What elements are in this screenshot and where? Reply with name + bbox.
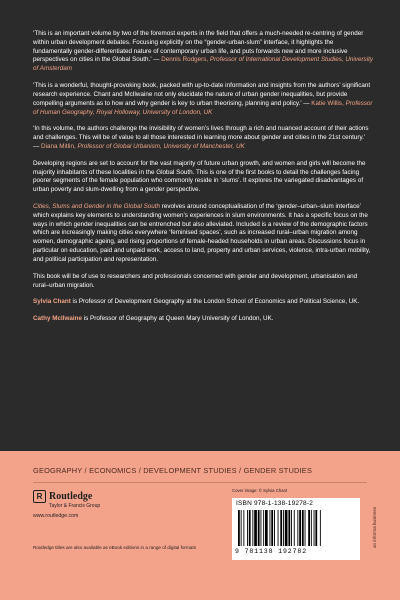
isbn-label: ISBN 978-1-138-19278-2 [236, 500, 314, 507]
barcode-bar [238, 510, 240, 546]
quote-author: Dennis Rodgers, [161, 56, 209, 64]
publisher-logo [33, 490, 183, 503]
barcode-bar [249, 510, 251, 546]
routledge-logo-icon: R [33, 490, 46, 503]
barcode-bar [311, 510, 312, 546]
author-bio-text: is Professor of Geography at Queen Mary University of London, UK. [82, 315, 274, 323]
barcode-bar [315, 510, 317, 546]
barcode-icon [236, 510, 356, 548]
ebook-note: Routledge titles are also available as eBook editions in a range of digital formats [33, 545, 196, 550]
barcode-bar [302, 510, 304, 546]
author-bio-text: is Professor of Development Geography at the London School of Economics and Political Science, UK. [70, 298, 360, 306]
barcode-bar [291, 510, 292, 546]
barcode-bar [265, 510, 268, 546]
barcode-bar [294, 510, 295, 546]
publisher-name: Routledge [49, 490, 93, 502]
author-bio-1 [33, 298, 373, 307]
barcode-bar [261, 510, 262, 546]
barcode-bar [278, 510, 279, 546]
publisher-url: www.routledge.com [33, 513, 79, 519]
barcode-bar [252, 510, 253, 546]
quote-author: Katie Willis, [311, 99, 344, 107]
endorsement-quote-3 [33, 125, 373, 151]
barcode-bar [305, 510, 306, 546]
barcode-bar [254, 510, 257, 546]
author-name: Sylvia Chant [33, 298, 71, 306]
barcode-bar [243, 510, 244, 546]
publisher-block [33, 490, 183, 519]
description-paragraph-1: Developing regions are set to account for the vast majority of future urban growth, and women and girls will become the majority inhabitants of these localities in the Global South. This is one of the first books to detail the challenges facing poorer segments of the female population who commonly reside in ‘slums’. It explores the variegated disadvantages of urban poverty and slum-dwelling from a gender perspective. [33, 159, 366, 194]
quote-affiliation: Professor of Global Urbanism, University of Manchester, UK [75, 142, 245, 150]
barcode-bar [258, 510, 260, 546]
barcode-bar [297, 510, 298, 546]
description-paragraph-3: This book will be of use to researchers and professionals concerned with gender and development, urbanisation and rural–urban migration. [33, 272, 358, 289]
quote-text: ‘In this volume, the authors challenge the invisibility of women’s lives through a rich and nuanced account of their actions and challenges. This will be of value to all those interested in learning more about gender and cities in the 21st century.’ — [33, 125, 369, 150]
barcode-bar [263, 510, 264, 546]
barcode-bar [299, 510, 301, 546]
book-title: Cities, Slums and Gender in the Global South [33, 203, 161, 210]
barcode [232, 498, 360, 560]
description-text: revolves around conceptualisation of the ‘gender–urban–slum interface’ which explains key elements to understanding women’s experiences in slum environments. It has a specific focus on the ways in which gender inequalities can be entrenched but also alleviated. Included is a review of the demographic factors which are increasingly making cities everywhere ‘feminised spaces’, such as increased rural–urban migration among women, demographic ageing, and rising proportions of female-headed households in urban areas. Discussions focus in particular on education, paid and unpaid work, access to land, property and urban services, violence, intra-urban mobility, and political participation and representation. [33, 203, 371, 263]
quote-author: Diana Mitlin, [41, 142, 76, 150]
back-cover-text [33, 30, 373, 332]
barcode-bar [288, 510, 290, 546]
cover-credit: Cover image: © Sylvia Chant [232, 488, 288, 493]
barcode-bar [314, 510, 315, 546]
barcode-bar [285, 510, 288, 546]
barcode-bar [247, 510, 248, 546]
subject-categories: GEOGRAPHY / ECONOMICS / DEVELOPMENT STUDIES / GENDER STUDIES [33, 466, 313, 475]
endorsement-quote-1 [33, 30, 373, 74]
quote-text: ‘This is an important volume by two of the foremost experts in the field that offers a much-needed re-centring of gender within urban development debates. Focusing explicitly on the “gender-urban-slum” interface, it highlights the fundamentally gender-differentiated nature of contemporary urban life, and puts forwards new and more inclusive perspectives on cities in the Global South.’ — [33, 30, 364, 64]
barcode-bar [241, 510, 242, 546]
imprint-text: an informa business [372, 506, 377, 548]
author-bio-2 [33, 315, 373, 324]
barcode-bar [308, 510, 310, 546]
description-paragraph-2 [33, 203, 373, 265]
endorsement-quote-2 [33, 82, 373, 117]
publisher-group: Taylor & Francis Group [49, 503, 101, 509]
barcode-bar [271, 510, 273, 546]
author-name: Cathy McIlwaine [33, 315, 82, 323]
quote-affiliation: Professor of International Development Studies, University of Amsterdam [33, 56, 373, 73]
barcode-bar [280, 510, 282, 546]
barcode-bar [320, 510, 321, 546]
barcode-bar [270, 510, 271, 546]
barcode-bar [274, 510, 275, 546]
barcode-digits: 9 781138 192782 [235, 548, 308, 555]
divider [33, 482, 367, 483]
barcode-bar [283, 510, 284, 546]
quote-affiliation: Professor of Human Geography, Royal Holloway, University of London, UK [33, 99, 373, 116]
quote-text: ‘This is a wonderful, thought-provoking book, packed with up-to-date information and insights from the authors’ significant research experience. Chant and McIlwaine not only elucidate the nature of urban gender inequalities, but provide compelling arguments as to how and why gender is key to urban theorising, planning and policy.’ — [33, 82, 371, 107]
